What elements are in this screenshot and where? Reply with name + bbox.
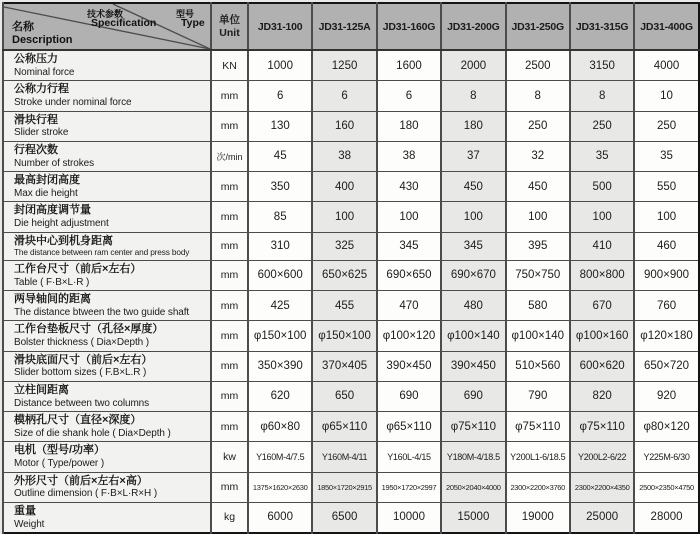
value-cell: 100 (312, 202, 376, 232)
value-cell: 6500 (312, 502, 376, 533)
value-cell: 3150 (570, 50, 634, 81)
value-cell: 35 (570, 141, 634, 171)
value-cell: 600×620 (570, 351, 634, 381)
value-cell: 350×390 (248, 351, 312, 381)
value-cell: 2050×2040×4000 (441, 472, 505, 502)
corner-type-zh: 型号 (176, 9, 195, 19)
value-cell: 690 (377, 381, 441, 411)
value-cell: 2000 (441, 50, 505, 81)
row-label: 两导轴间的距离 The distance btween the two guide shaft (3, 291, 211, 321)
value-cell: 1250 (312, 50, 376, 81)
value-cell: 470 (377, 291, 441, 321)
unit-cell: mm (211, 351, 248, 381)
value-cell: 410 (570, 232, 634, 260)
table-row (3, 321, 699, 351)
table-row (3, 291, 699, 321)
value-cell: 100 (634, 202, 698, 232)
value-cell: φ75×110 (506, 412, 570, 442)
value-cell: 2500×2350×4750 (634, 472, 698, 502)
value-cell: 920 (634, 381, 698, 411)
model-column-header: JD31-200G (441, 3, 505, 50)
value-cell: 130 (248, 111, 312, 141)
corner-name-en: Description (12, 33, 73, 46)
value-cell: 650×625 (312, 260, 376, 290)
value-cell: Y180M-4/18.5 (441, 442, 505, 472)
value-cell: 100 (377, 202, 441, 232)
row-label: 电机（型号/功率） Motor ( Type/power ) (3, 442, 211, 472)
model-column-header: JD31-100 (248, 3, 312, 50)
unit-cell: mm (211, 381, 248, 411)
value-cell: 690 (441, 381, 505, 411)
unit-cell: mm (211, 472, 248, 502)
value-cell: 460 (634, 232, 698, 260)
value-cell: Y200L1-6/18.5 (506, 442, 570, 472)
value-cell: φ80×120 (634, 412, 698, 442)
row-label: 封闭高度调节量 Die height adjustment (3, 202, 211, 232)
value-cell: φ75×110 (570, 412, 634, 442)
value-cell: 345 (441, 232, 505, 260)
unit-column-header (211, 3, 248, 50)
value-cell: 180 (441, 111, 505, 141)
value-cell: 650×720 (634, 351, 698, 381)
spec-table (2, 2, 700, 534)
table-row (3, 442, 699, 472)
row-label: 最高封闭高度 Max die height (3, 172, 211, 202)
row-label: 行程次数 Number of strokes (3, 141, 211, 171)
model-column-header: JD31-315G (570, 3, 634, 50)
corner-name-label (12, 21, 73, 46)
value-cell: 2300×2200×4350 (570, 472, 634, 502)
corner-spec-zh: 技术参数 (87, 9, 124, 19)
value-cell: 450 (506, 172, 570, 202)
row-label: 立柱间距离 Distance between two columns (3, 381, 211, 411)
value-cell: 32 (506, 141, 570, 171)
value-cell: 425 (248, 291, 312, 321)
value-cell: 345 (377, 232, 441, 260)
model-column-header: JD31-125A (312, 3, 376, 50)
table-row (3, 502, 699, 533)
value-cell: 350 (248, 172, 312, 202)
value-cell: 1375×1620×2630 (248, 472, 312, 502)
value-cell: 325 (312, 232, 376, 260)
table-row (3, 260, 699, 290)
unit-header-en: Unit (219, 26, 240, 39)
unit-cell: mm (211, 232, 248, 260)
value-cell: 100 (506, 202, 570, 232)
value-cell: 6 (312, 81, 376, 111)
unit-cell: kw (211, 442, 248, 472)
value-cell: 10 (634, 81, 698, 111)
value-cell: 38 (377, 141, 441, 171)
row-label: 滑块行程 Slider stroke (3, 111, 211, 141)
value-cell: 500 (570, 172, 634, 202)
value-cell: 690×650 (377, 260, 441, 290)
row-label: 工作台尺寸（前后×左右） Table ( F·B×L·R ) (3, 260, 211, 290)
value-cell: 45 (248, 141, 312, 171)
value-cell: 28000 (634, 502, 698, 533)
value-cell: 430 (377, 172, 441, 202)
value-cell: Y200L2-6/22 (570, 442, 634, 472)
value-cell: 580 (506, 291, 570, 321)
value-cell: 38 (312, 141, 376, 171)
value-cell: 790 (506, 381, 570, 411)
value-cell: 35 (634, 141, 698, 171)
unit-cell: mm (211, 111, 248, 141)
value-cell: 760 (634, 291, 698, 321)
header-row (3, 3, 699, 50)
value-cell: φ100×120 (377, 321, 441, 351)
row-label: 公称力行程 Stroke under nominal force (3, 81, 211, 111)
value-cell: φ75×110 (441, 412, 505, 442)
value-cell: 600×600 (248, 260, 312, 290)
value-cell: 390×450 (441, 351, 505, 381)
table-row (3, 232, 699, 260)
value-cell: 8 (506, 81, 570, 111)
value-cell: φ65×110 (377, 412, 441, 442)
value-cell: φ65×110 (312, 412, 376, 442)
table-row (3, 172, 699, 202)
value-cell: φ100×140 (441, 321, 505, 351)
value-cell: 6 (248, 81, 312, 111)
unit-cell: mm (211, 321, 248, 351)
value-cell: 390×450 (377, 351, 441, 381)
value-cell: 450 (441, 172, 505, 202)
value-cell: 100 (570, 202, 634, 232)
value-cell: 1000 (248, 50, 312, 81)
value-cell: Y160M-4/11 (312, 442, 376, 472)
row-label: 模柄孔尺寸（直径×深度） Size of die shank hole ( Dia×Depth ) (3, 412, 211, 442)
row-label: 滑块底面尺寸（前后×左右） Slider bottom sizes ( F.B×L.R ) (3, 351, 211, 381)
row-label: 滑块中心到机身距离 The distance between ram center and press body (3, 232, 211, 260)
value-cell: 1950×1720×2997 (377, 472, 441, 502)
value-cell: 15000 (441, 502, 505, 533)
value-cell: 370×405 (312, 351, 376, 381)
value-cell: 550 (634, 172, 698, 202)
unit-cell: kg (211, 502, 248, 533)
corner-type-en: Type (181, 17, 205, 29)
table-row (3, 351, 699, 381)
row-label: 工作台垫板尺寸（孔径×厚度） Bolster thickness ( Dia×Depth ) (3, 321, 211, 351)
value-cell: 1850×1720×2915 (312, 472, 376, 502)
value-cell: 690×670 (441, 260, 505, 290)
value-cell: 160 (312, 111, 376, 141)
value-cell: φ100×160 (570, 321, 634, 351)
row-label: 外形尺寸（前后×左右×高） Outline dimension ( F·B×L·R×H ) (3, 472, 211, 502)
value-cell: 4000 (634, 50, 698, 81)
value-cell: 250 (506, 111, 570, 141)
value-cell: 180 (377, 111, 441, 141)
value-cell: 100 (441, 202, 505, 232)
table-row (3, 50, 699, 81)
unit-cell: mm (211, 291, 248, 321)
value-cell: 395 (506, 232, 570, 260)
unit-cell: mm (211, 260, 248, 290)
value-cell: 670 (570, 291, 634, 321)
value-cell: 400 (312, 172, 376, 202)
value-cell: 6 (377, 81, 441, 111)
value-cell: 455 (312, 291, 376, 321)
unit-cell: mm (211, 202, 248, 232)
table-row (3, 412, 699, 442)
value-cell: φ150×100 (248, 321, 312, 351)
value-cell: 1600 (377, 50, 441, 81)
value-cell: 2500 (506, 50, 570, 81)
value-cell: 25000 (570, 502, 634, 533)
value-cell: 85 (248, 202, 312, 232)
value-cell: 250 (634, 111, 698, 141)
value-cell: 900×900 (634, 260, 698, 290)
table-row (3, 81, 699, 111)
model-column-header: JD31-400G (634, 3, 698, 50)
value-cell: 510×560 (506, 351, 570, 381)
value-cell: 10000 (377, 502, 441, 533)
value-cell: φ100×140 (506, 321, 570, 351)
corner-header-cell (3, 3, 211, 50)
value-cell: Y160L-4/15 (377, 442, 441, 472)
value-cell: 37 (441, 141, 505, 171)
corner-name-zh: 名称 (12, 21, 34, 33)
value-cell: φ120×180 (634, 321, 698, 351)
value-cell: 620 (248, 381, 312, 411)
unit-cell: mm (211, 412, 248, 442)
value-cell: φ60×80 (248, 412, 312, 442)
table-row (3, 141, 699, 171)
value-cell: Y160M-4/7.5 (248, 442, 312, 472)
value-cell: 6000 (248, 502, 312, 533)
value-cell: 750×750 (506, 260, 570, 290)
table-row (3, 111, 699, 141)
value-cell: 310 (248, 232, 312, 260)
table-row (3, 472, 699, 502)
value-cell: 8 (441, 81, 505, 111)
unit-cell: KN (211, 50, 248, 81)
value-cell: 8 (570, 81, 634, 111)
value-cell: 800×800 (570, 260, 634, 290)
unit-cell: mm (211, 81, 248, 111)
row-label: 重量 Weight (3, 502, 211, 533)
value-cell: 650 (312, 381, 376, 411)
value-cell: 250 (570, 111, 634, 141)
value-cell: 2300×2200×3760 (506, 472, 570, 502)
value-cell: 19000 (506, 502, 570, 533)
model-column-header: JD31-250G (506, 3, 570, 50)
row-label: 公称压力 Nominal force (3, 50, 211, 81)
value-cell: φ150×100 (312, 321, 376, 351)
unit-header-zh: 单位 (219, 13, 240, 26)
value-cell: Y225M-6/30 (634, 442, 698, 472)
table-row (3, 202, 699, 232)
table-row (3, 381, 699, 411)
value-cell: 480 (441, 291, 505, 321)
unit-cell: 次/min (211, 141, 248, 171)
unit-cell: mm (211, 172, 248, 202)
corner-spec-en: Specification (91, 17, 157, 29)
value-cell: 820 (570, 381, 634, 411)
model-column-header: JD31-160G (377, 3, 441, 50)
